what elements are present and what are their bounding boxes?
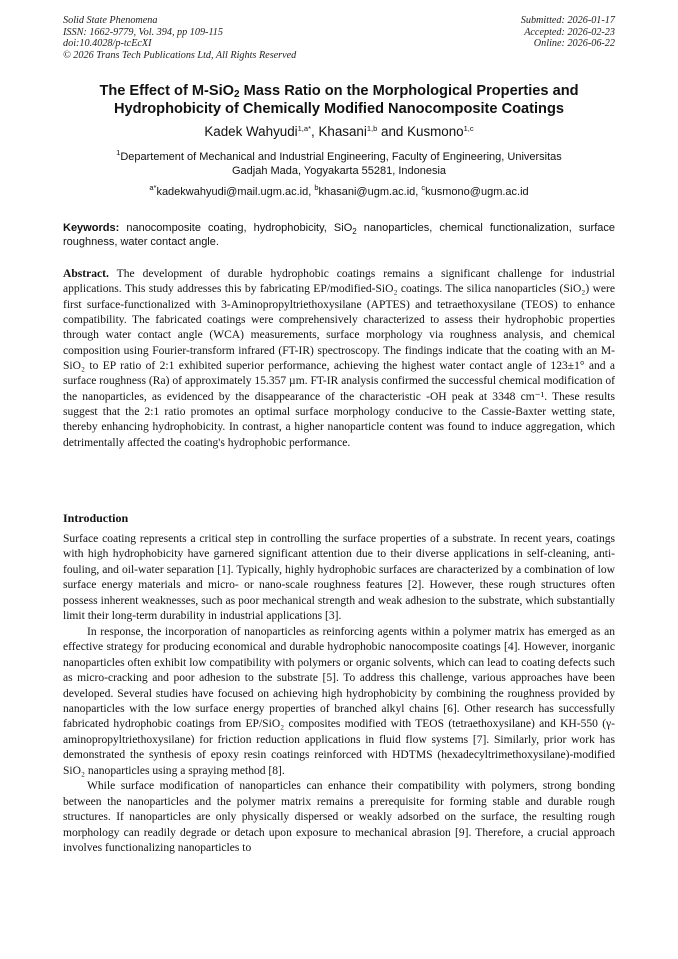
title-line1-pre: The Effect of M-SiO [99, 83, 235, 99]
issn-line: ISSN: 1662-9779, Vol. 394, pp 109-115 [63, 26, 223, 38]
keywords-subscript: 2 [352, 227, 357, 237]
intro-paragraph-1: Surface coating represents a critical step in controlling the surface properties of a substrate. In recent years, coatings with high hydrophobicity have garnered significant attention due to their diverse applications in self-cleaning, anti-fouling, and oil-water separation [1]. Typically, highly hydrophobic surfaces are characterized by a combination of low surface energy materials and micro- or nano-scale roughness features [2]. However, these rough structures often possess inherent weaknesses, such as poor mechanical strength and weak adhesion to the substrate, which substantially limit their long-term durability in industrial applications [3]. [63, 533, 615, 623]
title-line1-post: Mass Ratio on the Morphological Properties and [239, 83, 579, 99]
abstract-label: Abstract. [63, 268, 109, 280]
keywords-label: Keywords: [63, 222, 120, 234]
affiliation [60, 150, 618, 179]
keywords-text-post: nanoparticles, chemical functionalization, surface roughness, water contact angle. [63, 222, 615, 249]
email-a-sup: a* [149, 183, 157, 192]
copyright-line: © 2026 Trans Tech Publications Ltd, All Rights Reserved [63, 49, 297, 61]
journal-header-right [521, 15, 615, 50]
keywords [63, 221, 615, 250]
online-date: Online: 2026-06-22 [533, 38, 615, 50]
introduction-body [63, 532, 615, 857]
journal-name: Solid State Phenomena [63, 15, 158, 26]
abstract-text: The development of durable hydrophobic coatings remains a significant challenge for industrial applications. This study addresses this by fabricating EP/modified-SiO₂ coatings. The silica nanoparticles (SiO₂) were first surface-functionalized with 3-Aminopropyltriethoxysilane (APTES) and tetraethoxysilane (TEOS) to enhance compatibility. The fabricated coatings were comprehensively characterized to assess their hydrophobic properties through water contact angle (WCA) measurements, surface morphology via roughness analysis, and chemical composition using Fourier-transform infrared (FT-IR) spectroscopy. The findings indicate that the coating with an M-SiO₂ to EP ratio of 2:1 exhibited superior performance, achieving the highest water contact angle of 123±1° and a surface roughness (Ra) of approximately 15.357 µm. FT-IR analysis confirmed the successful chemical modification of the nanoparticles, as evidenced by the disappearance of the characteristic -OH peak at 3348 cm⁻¹. These results suggest that the 2:1 ratio promotes an optimal surface morphology conducive to the Cassie-Baxter wetting state, thereby enhancing hydrophobicity. In contrast, a higher nanoparticle content was found to induce aggregation, which detrimentally affected the coating's hydrophobic performance. [63, 268, 615, 449]
author-2-sup: 1,b [366, 124, 378, 133]
paper-title [40, 82, 638, 118]
doi-line: doi:10.4028/p-tcEcXI [63, 38, 152, 50]
introduction-heading: Introduction [63, 511, 129, 525]
email-b-sup: b [314, 183, 319, 192]
author-3-sup: 1,c [463, 124, 474, 133]
accepted-date: Accepted: 2026-02-23 [524, 26, 615, 38]
email-a[interactable]: kadekwahyudi@mail.ugm.ac.id, [156, 186, 315, 198]
email-b[interactable]: khasani@ugm.ac.id, [318, 186, 422, 198]
email-c-sup: c [421, 183, 426, 192]
title-subscript: 2 [234, 89, 240, 100]
affiliation-line2: Gadjah Mada, Yogyakarta 55281, Indonesia [231, 165, 447, 178]
email-c[interactable]: kusmono@ugm.ac.id [425, 186, 529, 198]
affiliation-line1: Departement of Mechanical and Industrial Engineering, Faculty of Engineering, Universitas [120, 151, 562, 163]
intro-paragraph-2: In response, the incorporation of nanoparticles as reinforcing agents within a polymer matrix has emerged as an effective strategy for producing economical and durable hydrophobic nanocomposite coatings [4]. However, inorganic nanoparticles often exhibit low compatibility with polymers or organic solvents, which can lead to coating defects such as micro-cracking and poor adhesion to the substrate [5]. To address this challenge, various approaches have been developed. Several studies have focused on achieving high hydrophobicity by combining the roughness provided by nanoparticles with the low surface energy properties of branched alkyl chains [6]. Other research has successfully fabricated hydrophobic coatings from EP/SiO₂ composites modified with TEOS (tetraethoxysilane) and KH-550 (γ-aminopropyltriethoxysilane) for friction reduction applications in fluid flow systems [7]. Similarly, prior work has demonstrated the synthesis of epoxy resin coatings reinforced with HDTMS (hexadecyltrimethoxysilane)-modified SiO₂ nanoparticles using a spraying method [8]. [63, 625, 615, 777]
author-list [40, 124, 638, 140]
title-line2: Hydrophobicity of Chemically Modified Nanocomposite Coatings [113, 101, 564, 117]
author-1: Kadek Wahyudi [204, 124, 298, 139]
journal-header-left [63, 15, 296, 61]
keywords-text-pre: nanocomposite coating, hydrophobicity, SiO [119, 222, 353, 234]
email-list [60, 185, 618, 199]
author-3: and Kusmono [377, 124, 464, 139]
submitted-date: Submitted: 2026-01-17 [520, 15, 615, 26]
affiliation-sup: 1 [116, 148, 121, 157]
abstract [63, 267, 615, 451]
author-2: , Khasani [311, 124, 367, 139]
intro-paragraph-3: While surface modification of nanoparticles can enhance their compatibility with polymers, strong bonding between the nanoparticles and the polymer matrix remains a prerequisite for forming stable and durable rough structures. If nanoparticles are only physically dispersed or weakly adsorbed on the surface, the resulting rough morphology can readily degrade or detach upon exposure to mechanical abrasion [9]. Therefore, a crucial approach involves functionalizing nanoparticles to [63, 780, 615, 855]
author-1-sup: 1,a* [297, 124, 311, 133]
